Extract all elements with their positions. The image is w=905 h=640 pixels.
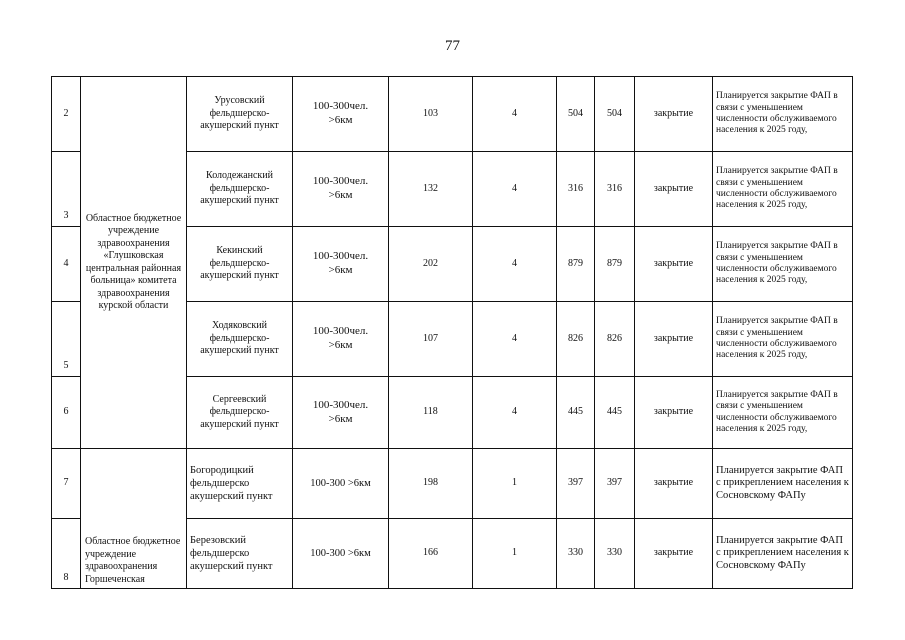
note-text: Планируется закрытие ФАП с прикреплением населения к Сосновскому ФАПу: [713, 449, 853, 519]
value-2: 445: [595, 377, 635, 449]
value-2: 316: [595, 152, 635, 227]
staff-value: 4: [473, 77, 557, 152]
value-1: 504: [557, 77, 595, 152]
facility-name: Колодежанский фельдшерско-акушерский пункт: [187, 152, 293, 227]
staff-value: 1: [473, 449, 557, 519]
note-text: Планируется закрытие ФАП в связи с уменьшением численности обслуживаемого населения к 2025 году,: [713, 302, 853, 377]
facility-name: Березовский фельдшерско акушерский пункт: [187, 519, 293, 589]
service-range: 100-300чел. >6км: [293, 152, 389, 227]
population-value: 103: [389, 77, 473, 152]
row-number: 7: [52, 449, 81, 519]
service-range: 100-300чел. >6км: [293, 77, 389, 152]
staff-value: 4: [473, 227, 557, 302]
staff-value: 1: [473, 519, 557, 589]
table-row: [52, 77, 853, 152]
population-value: 118: [389, 377, 473, 449]
value-2: 826: [595, 302, 635, 377]
facility-name: Богородицкий фельдшерско акушерский пункт: [187, 449, 293, 519]
facility-name: Кекинский фельдшерско-акушерский пункт: [187, 227, 293, 302]
staff-value: 4: [473, 302, 557, 377]
row-number: 2: [52, 77, 81, 152]
table-row: [52, 449, 853, 519]
service-range: 100-300чел. >6км: [293, 377, 389, 449]
value-2: 879: [595, 227, 635, 302]
row-number: 3: [52, 152, 81, 227]
staff-value: 4: [473, 152, 557, 227]
population-value: 198: [389, 449, 473, 519]
note-text: Планируется закрытие ФАП в связи с уменьшением численности обслуживаемого населения к 2025 году,: [713, 227, 853, 302]
organization-name: Областное бюджетное учреждение здравоохранения «Глушковская центральная районная больница» комитета здравоохранения курской области: [81, 77, 187, 449]
action-type: закрытие: [635, 519, 713, 589]
note-text: Планируется закрытие ФАП в связи с уменьшением численности обслуживаемого населения к 2025 году,: [713, 77, 853, 152]
value-1: 879: [557, 227, 595, 302]
population-value: 202: [389, 227, 473, 302]
service-range: 100-300 >6км: [293, 519, 389, 589]
population-value: 132: [389, 152, 473, 227]
service-range: 100-300чел. >6км: [293, 227, 389, 302]
value-1: 445: [557, 377, 595, 449]
row-number: 6: [52, 377, 81, 449]
note-text: Планируется закрытие ФАП в связи с уменьшением численности обслуживаемого населения к 2025 году,: [713, 377, 853, 449]
facility-name: Урусовский фельдшерско-акушерский пункт: [187, 77, 293, 152]
row-number: 8: [52, 519, 81, 589]
population-value: 107: [389, 302, 473, 377]
value-2: 330: [595, 519, 635, 589]
value-1: 330: [557, 519, 595, 589]
value-1: 397: [557, 449, 595, 519]
action-type: закрытие: [635, 302, 713, 377]
action-type: закрытие: [635, 377, 713, 449]
row-number: 5: [52, 302, 81, 377]
row-number: 4: [52, 227, 81, 302]
population-value: 166: [389, 519, 473, 589]
service-range: 100-300 >6км: [293, 449, 389, 519]
facility-name: Ходяковский фельдшерско-акушерский пункт: [187, 302, 293, 377]
action-type: закрытие: [635, 227, 713, 302]
value-2: 397: [595, 449, 635, 519]
note-text: Планируется закрытие ФАП в связи с уменьшением численности обслуживаемого населения к 2025 году,: [713, 152, 853, 227]
value-2: 504: [595, 77, 635, 152]
facility-table: [51, 76, 853, 589]
staff-value: 4: [473, 377, 557, 449]
value-1: 316: [557, 152, 595, 227]
facility-name: Сергеевский фельдшерско-акушерский пункт: [187, 377, 293, 449]
page-number: 77: [445, 38, 460, 54]
action-type: закрытие: [635, 77, 713, 152]
value-1: 826: [557, 302, 595, 377]
note-text: Планируется закрытие ФАП с прикреплением населения к Сосновскому ФАПу: [713, 519, 853, 589]
action-type: закрытие: [635, 449, 713, 519]
service-range: 100-300чел. >6км: [293, 302, 389, 377]
organization-name: Областное бюджетное учреждение здравоохранения Горшеченская: [81, 449, 187, 589]
action-type: закрытие: [635, 152, 713, 227]
